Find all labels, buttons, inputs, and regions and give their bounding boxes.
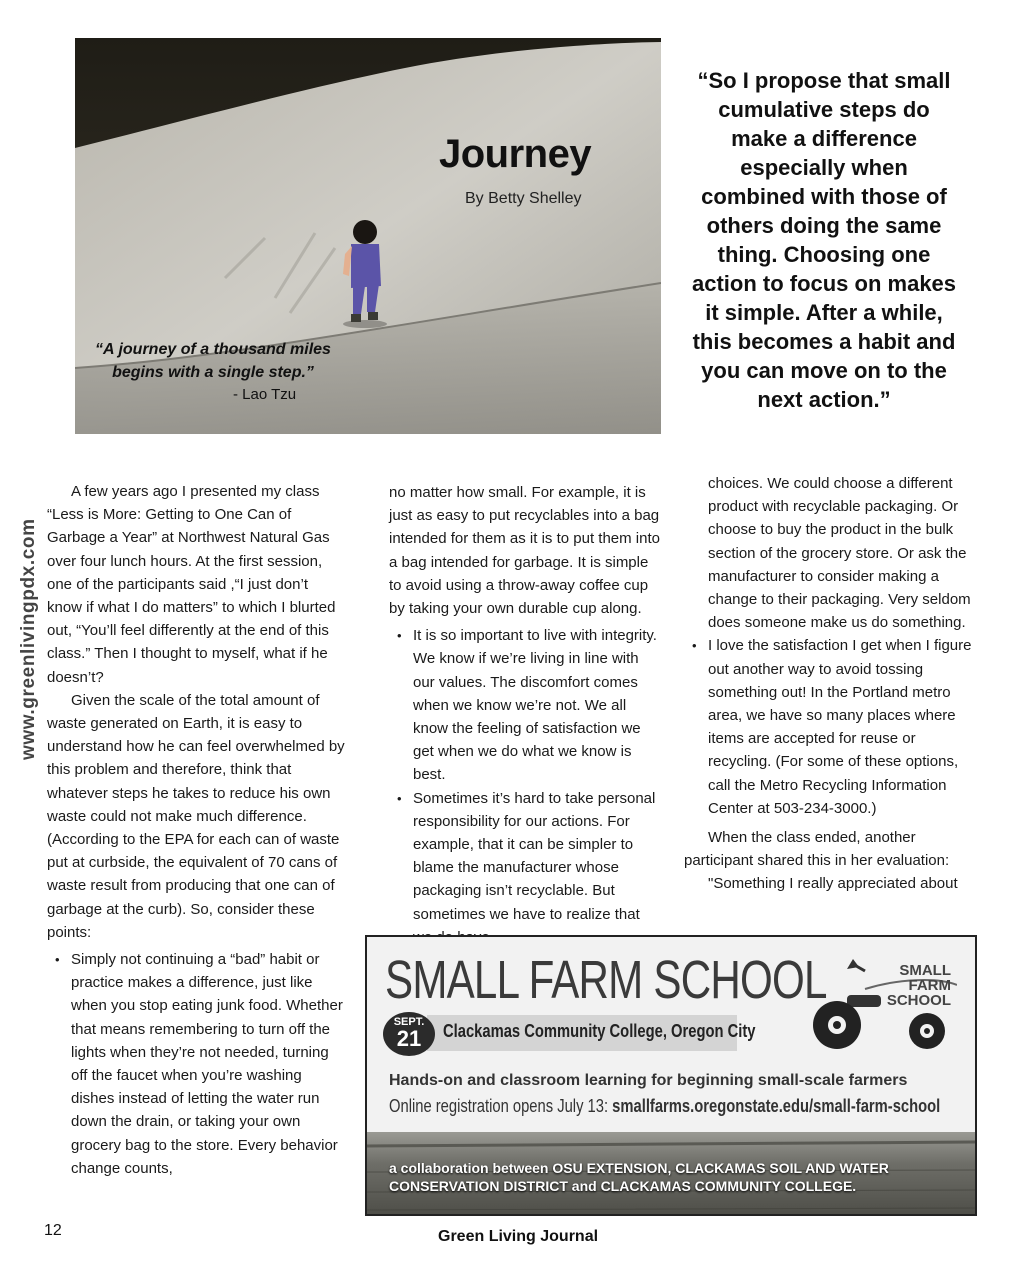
- ad-collaboration: a collaboration between OSU EXTENSION, CLACKAMAS SOIL AND WATER CONSERVATION DISTRICT and CLACKAMAS COMMUNITY COLLEGE.: [389, 1160, 889, 1194]
- article-column-2: [389, 481, 661, 949]
- ad-tagline: Hands-on and classroom learning for beginning small-scale farmers: [389, 1072, 908, 1089]
- article-column-1: [47, 480, 345, 1180]
- paragraph: A few years ago I presented my class “Less is More: Getting to One Can of Garbage a Year” at Northwest Natural Gas over four lunch hours. At the first session, one of the participants said ,“I just don’t know if what I do matters” to which I blurted out, “You’ll feel differently at the end of this class.” Then I thought to myself, what if he doesn’t?: [47, 483, 336, 686]
- ad-logo-text: SMALL FARM SCHOOL: [886, 962, 951, 1009]
- ad-registration-link[interactable]: smallfarms.oregonstate.edu/small-farm-school: [612, 1096, 941, 1116]
- ad-registration: [389, 1096, 940, 1117]
- bullet-list: [684, 634, 980, 820]
- article-byline: By Betty Shelley: [465, 190, 582, 207]
- photo-quote-author: - Lao Tzu: [233, 386, 297, 403]
- publication-name: Green Living Journal: [438, 1228, 599, 1245]
- ad-date-day: 21: [396, 1026, 422, 1051]
- ad-date-month: SEPT.: [393, 1016, 425, 1028]
- page-number: 12: [44, 1222, 62, 1239]
- ad-registration-label: Online registration opens July 13:: [389, 1096, 609, 1116]
- paragraph: choices. We could choose a different product with recyclable packaging. Or choose to buy the product in the bulk section of the grocery store. Or ask the manufacturer to consider making a change to their packaging. Very seldom does someone make us do something.: [708, 475, 971, 632]
- ad-date-badge: [383, 1012, 435, 1056]
- bullet-list: [389, 624, 661, 949]
- paragraph: "Something I really appreciated about: [708, 875, 958, 893]
- pull-quote: “So I propose that small cumulative steps do make a difference especially when combined with those of others doing the same thing. Choosing one action to focus on makes it simple. After a while, this becomes a habit and you can move on to the next action.”: [691, 68, 957, 412]
- photo-quote: “A journey of a thousand miles begins with a single step.”: [95, 341, 331, 381]
- list-item: • It is so important to live with integrity. We know if we’re living in line with our values. The discomfort comes when we know we’re not. We all know the feeling of satisfaction we get when we do what we know is best.: [389, 624, 661, 786]
- article-column-3: [684, 472, 980, 896]
- ad-venue: Clackamas Community College, Oregon City: [443, 1021, 756, 1041]
- small-farm-school-ad[interactable]: [365, 935, 977, 1216]
- list-item: • Simply not continuing a “bad” habit or practice makes a difference, just like when you stop eating junk food. Whether that means remembering to turn off the lights when they’re not needed, turning off the faucet when you’re washing dishes instead of letting the water run down the drain, or taking your own grocery bag to the store. Every behavior change counts,: [47, 948, 345, 1180]
- list-item: • I love the satisfaction I get when I figure out another way to avoid tossing something out! In the Portland metro area, we have so many places where items are accepted for reuse or recycling. (For some of these options, call the Metro Recycling Information Center at 503-234-3000.): [684, 634, 980, 820]
- ad-headline: SMALL FARM SCHOOL: [385, 950, 827, 1010]
- bullet-list: [47, 948, 345, 1180]
- hero-photo: [75, 38, 661, 434]
- article-title: Journey: [439, 132, 592, 176]
- paragraph: Given the scale of the total amount of waste generated on Earth, it is easy to understand how he can feel overwhelmed by this problem and therefore, think that whatever steps he takes to reduce his own waste could not make much difference. (According to the EPA for each can of waste put at curbside, the equivalent of 70 cans of waste result from producing that one can of garbage at the curb). So, consider these points:: [47, 691, 345, 941]
- paragraph: no matter how small. For example, it is just as easy to put recyclables into a bag intended for them as it is to put them into a bag intended for garbage. It is simple to avoid using a throw-away coffee cup by taking your own durable cup along.: [389, 484, 660, 618]
- list-item: • Sometimes it’s hard to take personal responsibility for our actions. For example, that it can be simpler to blame the manufacturer whose packaging isn’t recyclable. But sometimes we have to realize that: [389, 787, 661, 949]
- side-url: www.greenlivingpdx.com: [18, 518, 39, 760]
- paragraph: When the class ended, another participant shared this in her evaluation:: [684, 829, 950, 870]
